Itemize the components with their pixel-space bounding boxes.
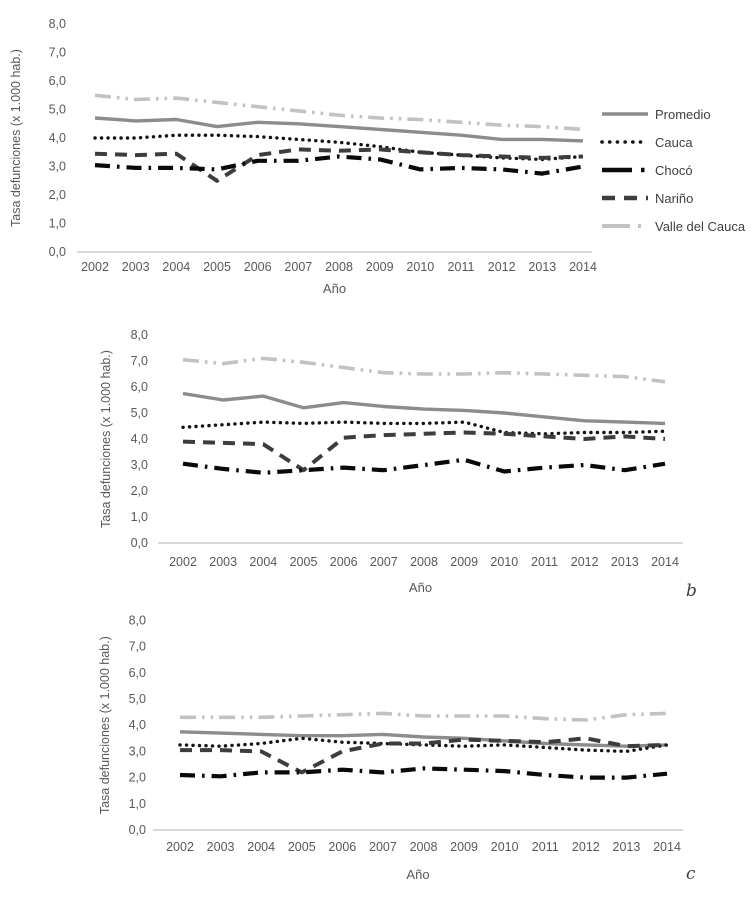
chart-c-mortality-rate — [90, 600, 702, 904]
chart-canvas-b — [90, 315, 702, 610]
x-tick-label: 2012 — [487, 260, 516, 274]
legend-item-valle-del-cauca — [600, 212, 752, 240]
legend-item-nariño — [600, 184, 752, 212]
x-tick-label: 2003 — [121, 260, 150, 274]
y-tick-label: 8,0 — [128, 613, 146, 628]
y-tick-label: 0,0 — [130, 536, 148, 550]
x-tick-label: 2010 — [490, 555, 519, 569]
x-tick-label: 2014 — [651, 555, 679, 569]
y-tick-label: 6,0 — [48, 74, 66, 88]
x-tick-label: 2006 — [328, 840, 357, 854]
legend-swatch-icon — [600, 108, 652, 120]
y-tick-label: 5,0 — [130, 406, 148, 420]
y-tick-label: 4,0 — [48, 131, 66, 145]
y-tick-label: 8,0 — [130, 328, 148, 342]
series-line-nariño — [95, 149, 583, 180]
x-tick-label: 2011 — [531, 840, 559, 854]
x-tick-label: 2007 — [284, 260, 313, 274]
legend-swatch-icon — [600, 192, 652, 204]
x-tick-label: 2014 — [653, 840, 681, 854]
chart-legend — [600, 100, 752, 248]
x-axis-title: Año — [408, 580, 433, 595]
y-tick-label: 2,0 — [130, 484, 148, 498]
series-line-valle-del-cauca — [180, 713, 667, 720]
x-tick-label: 2002 — [169, 555, 197, 569]
x-tick-label: 2007 — [369, 840, 397, 854]
series-line-valle-del-cauca — [183, 358, 665, 381]
x-tick-label: 2011 — [447, 260, 475, 274]
y-tick-label: 3,0 — [130, 458, 148, 472]
x-tick-label: 2008 — [409, 840, 438, 854]
x-tick-label: 2009 — [450, 555, 479, 569]
y-tick-label: 6,0 — [128, 665, 146, 680]
x-tick-label: 2005 — [289, 555, 318, 569]
x-tick-label: 2012 — [570, 555, 599, 569]
y-tick-label: 5,0 — [48, 102, 66, 117]
x-tick-label: 2010 — [490, 840, 519, 854]
series-line-chocó — [183, 460, 665, 473]
chart-canvas- — [0, 0, 600, 310]
x-tick-label: 2008 — [410, 555, 438, 569]
x-axis-title: Año — [406, 867, 430, 882]
x-tick-label: 2013 — [528, 260, 557, 274]
y-tick-label: 2,0 — [128, 770, 146, 785]
y-tick-label: 7,0 — [130, 354, 148, 368]
y-axis-title: Tasa defunciones (x 1.000 hab.) — [9, 49, 23, 227]
y-tick-label: 8,0 — [48, 17, 66, 31]
x-tick-label: 2006 — [329, 555, 358, 569]
x-tick-label: 2003 — [206, 840, 235, 854]
series-line-valle-del-cauca — [95, 95, 583, 129]
x-tick-label: 2013 — [612, 840, 641, 854]
x-tick-label: 2008 — [325, 260, 353, 274]
y-tick-label: 1,0 — [128, 796, 146, 811]
legend-label: Promedio — [655, 106, 711, 122]
y-tick-label: 4,0 — [128, 718, 146, 733]
x-tick-label: 2004 — [249, 555, 278, 569]
y-tick-label: 2,0 — [48, 188, 66, 202]
legend-item-cauca — [600, 128, 752, 156]
legend-label: Valle del Cauca — [655, 218, 746, 234]
y-tick-label: 5,0 — [128, 692, 146, 706]
x-tick-label: 2009 — [365, 260, 394, 274]
x-tick-label: 2009 — [450, 840, 478, 854]
x-tick-label: 2003 — [209, 555, 238, 569]
legend-swatch-icon — [600, 220, 652, 232]
y-tick-label: 1,0 — [130, 510, 148, 524]
legend-item-chocó — [600, 156, 752, 184]
x-tick-label: 2013 — [610, 555, 639, 569]
y-axis-title: Tasa defunciones (x 1.000 hab.) — [99, 350, 113, 528]
y-tick-label: 0,0 — [48, 245, 66, 259]
x-tick-label: 2005 — [287, 840, 316, 854]
x-tick-label: 2005 — [203, 260, 231, 274]
y-tick-label: 3,0 — [48, 159, 66, 174]
y-tick-label: 3,0 — [128, 744, 146, 759]
y-tick-label: 7,0 — [48, 45, 66, 60]
y-axis-title: Tasa defunciones (x 1.000 hab.) — [98, 636, 112, 815]
chart-canvas-c — [90, 600, 702, 904]
x-axis-title: Año — [322, 281, 347, 296]
legend-label: Nariño — [655, 190, 694, 206]
x-tick-label: 2007 — [369, 555, 398, 569]
y-tick-label: 1,0 — [48, 216, 66, 231]
panel-label-b: b — [686, 581, 697, 601]
x-tick-label: 2014 — [569, 260, 597, 274]
y-tick-label: 7,0 — [128, 639, 146, 654]
x-tick-label: 2004 — [162, 260, 191, 274]
x-tick-label: 2002 — [166, 840, 194, 854]
legend-label: Chocó — [655, 162, 693, 178]
x-tick-label: 2002 — [81, 260, 109, 274]
x-tick-label: 2011 — [531, 555, 558, 569]
series-line-promedio — [95, 118, 583, 141]
legend-swatch-icon — [600, 164, 652, 176]
y-tick-label: 6,0 — [130, 380, 148, 394]
x-tick-label: 2012 — [571, 840, 600, 854]
series-line-promedio — [183, 394, 665, 424]
legend-item-promedio — [600, 100, 752, 128]
panel-label-c: c — [686, 864, 696, 884]
x-tick-label: 2006 — [243, 260, 272, 274]
legend-label: Cauca — [655, 134, 693, 150]
chart-b-mortality-rate — [90, 315, 702, 610]
y-tick-label: 0,0 — [128, 823, 146, 837]
chart-a-mortality-rate — [0, 0, 600, 310]
series-line-chocó — [180, 768, 667, 777]
x-tick-label: 2010 — [406, 260, 435, 274]
legend-swatch-icon — [600, 136, 652, 148]
y-tick-label: 4,0 — [130, 432, 148, 446]
x-tick-label: 2004 — [247, 840, 276, 854]
